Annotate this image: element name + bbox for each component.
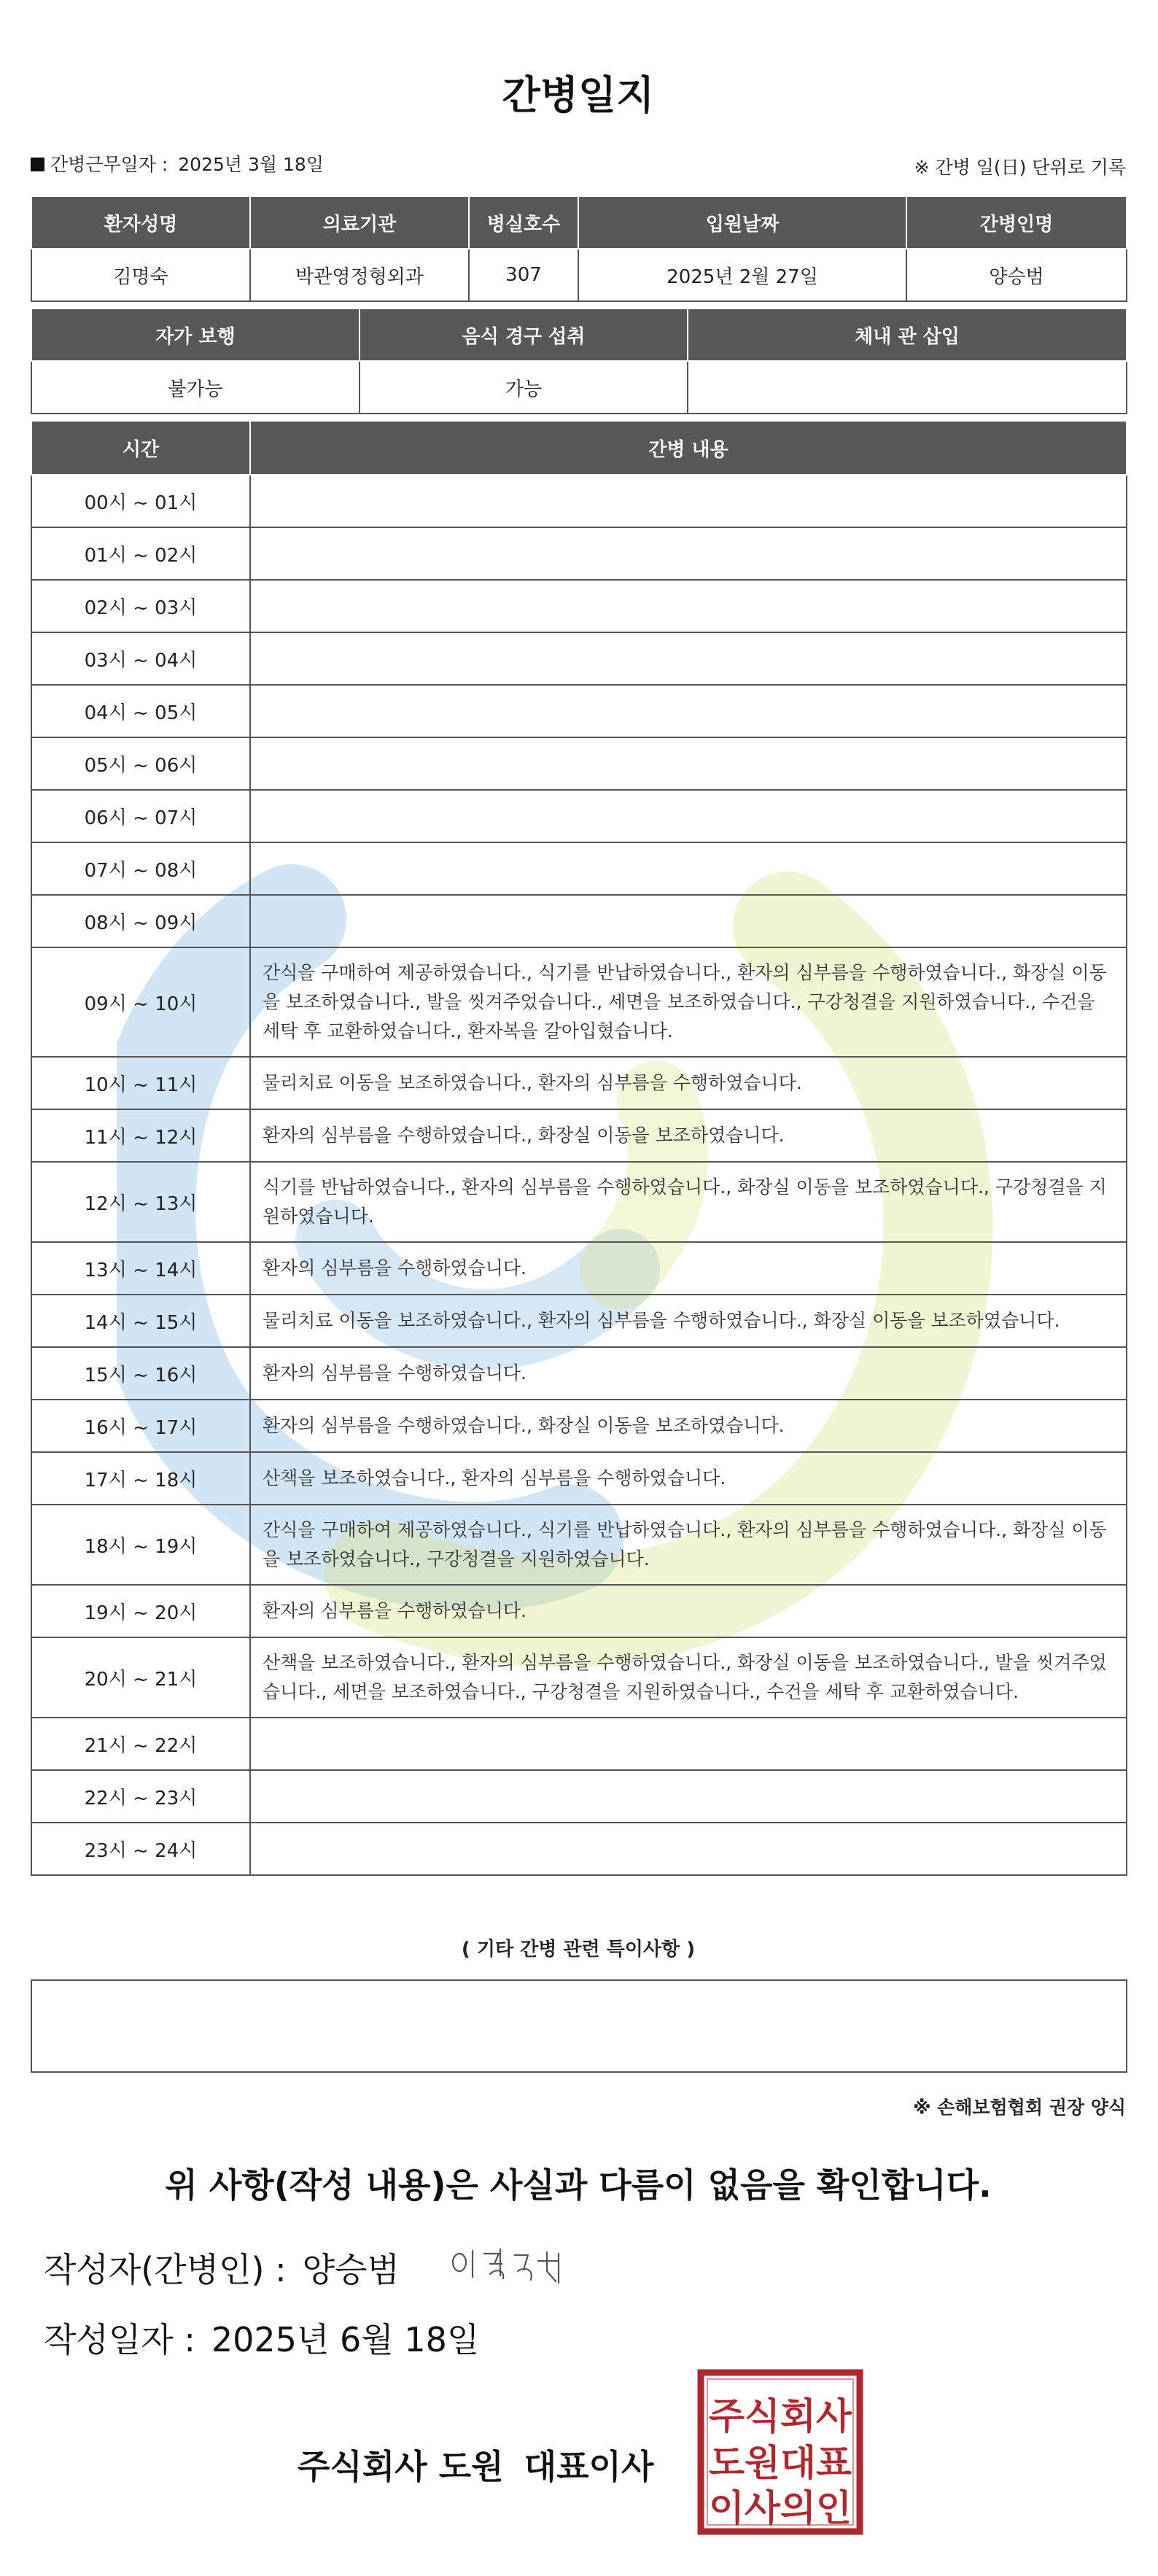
care-content: 물리치료 이동을 보조하였습니다., 환자의 심부름을 수행하였습니다., 화장실 이동을 보조하였습니다. <box>250 1295 1127 1347</box>
care-content <box>250 1770 1127 1823</box>
care-content: 환자의 심부름을 수행하였습니다. <box>250 1242 1127 1295</box>
table-row <box>31 1057 1127 1109</box>
care-log-header-row <box>31 421 1127 475</box>
patient-name: 김명숙 <box>31 249 250 301</box>
header-hospital: 의료기관 <box>250 196 469 249</box>
form-note: ※ 손해보험협회 권장 양식 <box>913 2097 1126 2118</box>
time-slot: 17시 ~ 18시 <box>31 1452 250 1505</box>
hospital-name: 박관영정형외과 <box>250 249 469 301</box>
care-content <box>250 632 1127 685</box>
work-date-label: 간병근무일자 : <box>50 154 168 175</box>
time-slot: 06시 ~ 07시 <box>31 790 250 842</box>
header-oral-intake: 음식 경구 섭취 <box>360 309 688 361</box>
table-row <box>31 1347 1127 1400</box>
header-care-content: 간병 내용 <box>250 421 1127 475</box>
table-row <box>31 1718 1127 1770</box>
writer-name: 양승범 <box>302 2250 400 2289</box>
work-date-value: 2025년 3월 18일 <box>178 154 324 175</box>
care-content: 환자의 심부름을 수행하였습니다., 화장실 이동을 보조하였습니다. <box>250 1400 1127 1452</box>
table-row <box>31 1400 1127 1452</box>
table-row <box>31 632 1127 685</box>
time-slot: 03시 ~ 04시 <box>31 632 250 685</box>
table-row <box>31 842 1127 895</box>
care-content: 간식을 구매하여 제공하였습니다., 식기를 반납하였습니다., 환자의 심부름을 수행하였습니다., 화장실 이동을 보조하였습니다., 발을 씻겨주었습니다., 세면을 보조하였습니다., 구강청결을 지원하였습니다., 수건을 세탁 후 교환하였습니다., 환자복을 갈아입혔습니다. <box>250 947 1127 1057</box>
time-slot: 08시 ~ 09시 <box>31 895 250 947</box>
oral-intake-value: 가능 <box>360 361 688 414</box>
care-content <box>250 895 1127 947</box>
company-signoff <box>298 2440 653 2488</box>
table-row <box>31 1637 1127 1718</box>
care-content <box>250 580 1127 632</box>
patient-status-table <box>31 308 1127 414</box>
company-name: 주식회사 도원 <box>298 2447 504 2486</box>
patient-info-value-row <box>31 249 1127 301</box>
time-slot: 01시 ~ 02시 <box>31 527 250 580</box>
page-title: 간병일지 <box>502 72 655 118</box>
care-log-table <box>31 420 1127 1876</box>
care-content <box>250 737 1127 790</box>
self-walking-value: 불가능 <box>31 361 360 414</box>
patient-info-table <box>31 195 1127 302</box>
time-slot: 00시 ~ 01시 <box>31 475 250 527</box>
admission-date: 2025년 2월 27일 <box>578 249 906 301</box>
time-slot: 09시 ~ 10시 <box>31 947 250 1057</box>
header-admission-date: 입원날짜 <box>578 196 906 249</box>
write-date-label: 작성일자 : <box>44 2320 195 2359</box>
care-content <box>250 790 1127 842</box>
time-slot: 16시 ~ 17시 <box>31 1400 250 1452</box>
care-content <box>250 527 1127 580</box>
care-content <box>250 685 1127 737</box>
caregiver-name: 양승범 <box>906 249 1127 301</box>
patient-status-header-row <box>31 309 1127 361</box>
table-row <box>31 685 1127 737</box>
tube-insertion-value <box>688 361 1127 414</box>
care-content <box>250 1718 1127 1770</box>
patient-status-value-row <box>31 361 1127 414</box>
care-content: 물리치료 이동을 보조하였습니다., 환자의 심부름을 수행하였습니다. <box>250 1057 1127 1109</box>
care-content: 산책을 보조하였습니다., 환자의 심부름을 수행하였습니다., 화장실 이동을 보조하였습니다., 발을 씻겨주었습니다., 세면을 보조하였습니다., 구강청결을 지원하였습니다., 수건을 세탁 후 교환하였습니다. <box>250 1637 1127 1718</box>
time-slot: 13시 ~ 14시 <box>31 1242 250 1295</box>
writer-line <box>44 2243 400 2292</box>
header-caregiver: 간병인명 <box>906 196 1127 249</box>
confirm-statement: 위 사항(작성 내용)은 사실과 다름이 없음을 확인합니다. <box>165 2165 992 2205</box>
time-slot: 05시 ~ 06시 <box>31 737 250 790</box>
table-row <box>31 1109 1127 1162</box>
time-slot: 02시 ~ 03시 <box>31 580 250 632</box>
care-content <box>250 842 1127 895</box>
time-slot: 04시 ~ 05시 <box>31 685 250 737</box>
care-content: 산책을 보조하였습니다., 환자의 심부름을 수행하였습니다. <box>250 1452 1127 1505</box>
write-date-value: 2025년 6월 18일 <box>211 2320 480 2359</box>
signature <box>448 2239 579 2290</box>
writer-label: 작성자(간병인) : <box>44 2250 287 2289</box>
time-slot: 20시 ~ 21시 <box>31 1637 250 1718</box>
time-slot: 19시 ~ 20시 <box>31 1585 250 1637</box>
patient-info-header-row <box>31 196 1127 249</box>
table-row <box>31 895 1127 947</box>
special-notes-box <box>31 1979 1127 2073</box>
care-content: 환자의 심부름을 수행하였습니다., 화장실 이동을 보조하였습니다. <box>250 1109 1127 1162</box>
table-row <box>31 580 1127 632</box>
special-notes-label: ( 기타 간병 관련 특이사항 ) <box>461 1939 696 1960</box>
time-slot: 15시 ~ 16시 <box>31 1347 250 1400</box>
time-slot: 18시 ~ 19시 <box>31 1505 250 1585</box>
time-slot: 23시 ~ 24시 <box>31 1823 250 1875</box>
company-seal <box>697 2369 863 2535</box>
time-slot: 10시 ~ 11시 <box>31 1057 250 1109</box>
seal-line-3: 이사의인 <box>709 2487 852 2529</box>
care-content: 식기를 반납하였습니다., 환자의 심부름을 수행하였습니다., 화장실 이동을 보조하였습니다., 구강청결을 지원하였습니다. <box>250 1162 1127 1242</box>
header-patient-name: 환자성명 <box>31 196 250 249</box>
table-row <box>31 1823 1127 1875</box>
time-slot: 12시 ~ 13시 <box>31 1162 250 1242</box>
table-row <box>31 475 1127 527</box>
care-content <box>250 475 1127 527</box>
table-row <box>31 737 1127 790</box>
care-content <box>250 1823 1127 1875</box>
care-content: 환자의 심부름을 수행하였습니다. <box>250 1585 1127 1637</box>
table-row <box>31 527 1127 580</box>
seal-line-1: 주식회사 <box>709 2395 852 2437</box>
care-content: 간식을 구매하여 제공하였습니다., 식기를 반납하였습니다., 환자의 심부름을 수행하였습니다., 화장실 이동을 보조하였습니다., 구강청결을 지원하였습니다. <box>250 1505 1127 1585</box>
time-slot: 11시 ~ 12시 <box>31 1109 250 1162</box>
table-row <box>31 1452 1127 1505</box>
table-row <box>31 1162 1127 1242</box>
time-slot: 22시 ~ 23시 <box>31 1770 250 1823</box>
record-note: ※ 간병 일(日) 단위로 기록 <box>914 157 1126 178</box>
table-row <box>31 1585 1127 1637</box>
table-row <box>31 1505 1127 1585</box>
work-date <box>31 150 324 176</box>
table-row <box>31 1242 1127 1295</box>
table-row <box>31 790 1127 842</box>
time-slot: 07시 ~ 08시 <box>31 842 250 895</box>
header-tube-insertion: 체내 관 삽입 <box>688 309 1127 361</box>
header-self-walking: 자가 보행 <box>31 309 360 361</box>
seal-line-2: 도원대표 <box>709 2442 852 2484</box>
care-content: 환자의 심부름을 수행하였습니다. <box>250 1347 1127 1400</box>
write-date-line <box>44 2313 479 2362</box>
header-time: 시간 <box>31 421 250 475</box>
time-slot: 14시 ~ 15시 <box>31 1295 250 1347</box>
table-row <box>31 1295 1127 1347</box>
square-bullet-icon <box>31 158 44 171</box>
header-room: 병실호수 <box>469 196 578 249</box>
time-slot: 21시 ~ 22시 <box>31 1718 250 1770</box>
table-row <box>31 1770 1127 1823</box>
company-title: 대표이사 <box>524 2447 654 2486</box>
table-row <box>31 947 1127 1057</box>
room-number: 307 <box>469 249 578 301</box>
